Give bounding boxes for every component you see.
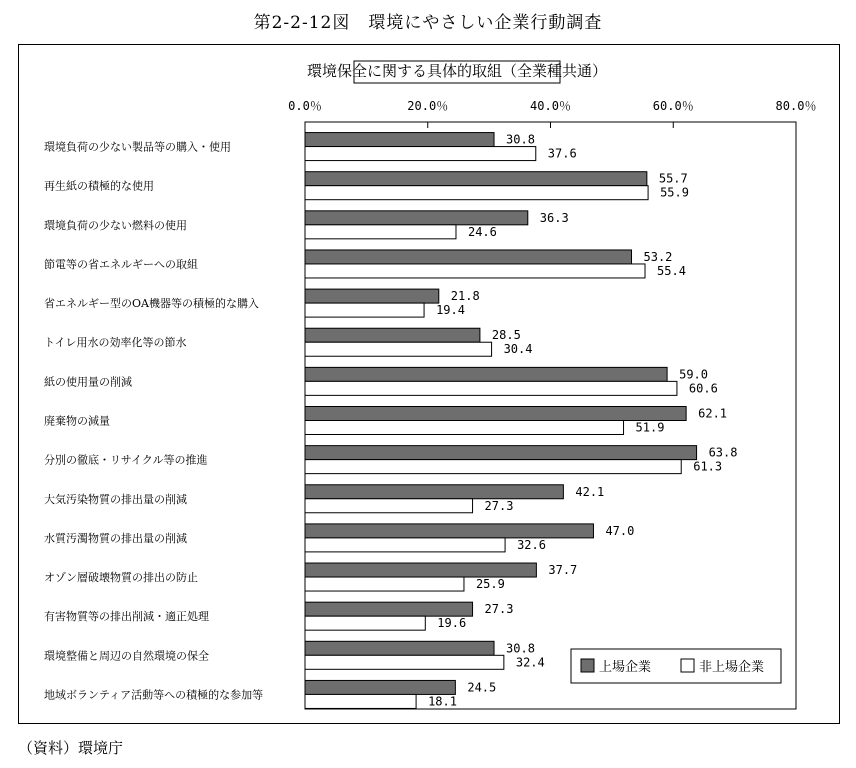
bar-listed bbox=[305, 172, 647, 186]
bar-unlisted bbox=[305, 264, 645, 278]
x-tick-label: 20.0％ bbox=[407, 99, 449, 113]
data-label: 59.0 bbox=[679, 367, 709, 382]
data-label: 18.1 bbox=[428, 694, 457, 709]
source-note: （資料）環境庁 bbox=[18, 739, 124, 757]
data-label: 42.1 bbox=[575, 484, 605, 499]
bar-unlisted bbox=[305, 225, 456, 239]
data-label: 62.1 bbox=[698, 406, 728, 421]
data-label: 37.6 bbox=[547, 146, 577, 161]
category-label: 水質汚濁物質の排出量の削減 bbox=[44, 531, 187, 545]
figure-title: 第2-2-12図 環境にやさしい企業行動調査 bbox=[253, 13, 603, 33]
bar-unlisted bbox=[305, 538, 505, 552]
category-label: 環境負荷の少ない燃料の使用 bbox=[44, 218, 187, 232]
x-tick-label: 60.0％ bbox=[652, 99, 694, 113]
bar-listed bbox=[305, 328, 480, 342]
bar-listed bbox=[305, 485, 563, 499]
bar-listed bbox=[305, 641, 494, 655]
data-label: 30.4 bbox=[503, 342, 533, 357]
category-label: 節電等の省エネルギーへの取組 bbox=[44, 257, 198, 271]
data-label: 27.3 bbox=[484, 498, 514, 513]
data-label: 32.4 bbox=[515, 655, 545, 670]
bar-listed bbox=[305, 563, 536, 577]
data-label: 51.9 bbox=[635, 420, 665, 435]
data-label: 53.2 bbox=[643, 249, 673, 264]
category-label: 省エネルギー型のOA機器等の積極的な購入 bbox=[44, 297, 259, 311]
bar-listed bbox=[305, 289, 439, 303]
data-label: 24.6 bbox=[467, 224, 497, 239]
bar-unlisted bbox=[305, 303, 424, 317]
data-label: 55.7 bbox=[658, 171, 688, 186]
category-label: 廃棄物の減量 bbox=[44, 414, 110, 428]
data-label: 32.6 bbox=[517, 537, 546, 552]
category-label: 環境整備と周辺の自然環境の保全 bbox=[44, 649, 209, 663]
legend-swatch bbox=[681, 659, 694, 672]
bar-unlisted bbox=[305, 381, 677, 395]
bar-unlisted bbox=[305, 421, 624, 435]
category-label: 再生紙の積極的な使用 bbox=[44, 179, 154, 193]
data-label: 21.8 bbox=[450, 289, 480, 304]
data-label: 30.8 bbox=[506, 641, 535, 656]
bar-unlisted bbox=[305, 499, 473, 513]
data-label: 19.4 bbox=[436, 303, 465, 318]
bar-unlisted bbox=[305, 460, 681, 474]
legend-swatch bbox=[581, 659, 594, 672]
category-label: 環境負荷の少ない製品等の購入・使用 bbox=[44, 140, 231, 154]
bar-listed bbox=[305, 602, 473, 616]
category-label: 紙の使用量の削減 bbox=[44, 375, 132, 389]
bar-listed bbox=[305, 680, 455, 694]
x-tick-label: 40.0％ bbox=[530, 99, 571, 113]
bar-listed bbox=[305, 446, 697, 460]
chart-frame bbox=[18, 44, 840, 724]
data-label: 47.0 bbox=[605, 523, 635, 538]
bar-listed bbox=[305, 250, 632, 264]
data-label: 55.9 bbox=[660, 185, 689, 200]
bar-listed bbox=[305, 211, 528, 225]
bar-unlisted bbox=[305, 186, 648, 200]
legend-label: 非上場企業 bbox=[699, 660, 765, 675]
bar-listed bbox=[305, 407, 686, 421]
chart-title: 環境保全に関する具体的取組（全業種共通） bbox=[306, 62, 608, 80]
bar-listed bbox=[305, 133, 494, 147]
category-label: オゾン層破壊物質の排出の防止 bbox=[44, 571, 198, 585]
x-tick-label: 0.0％ bbox=[288, 99, 322, 113]
data-label: 24.5 bbox=[467, 680, 497, 695]
legend-label: 上場企業 bbox=[599, 660, 652, 675]
x-tick-label: 80.0％ bbox=[775, 99, 817, 113]
bar-unlisted bbox=[305, 694, 416, 708]
category-label: 分別の徹底・リサイクル等の推進 bbox=[44, 453, 208, 467]
bar-unlisted bbox=[305, 147, 536, 161]
category-label: 大気汚染物質の排出量の削減 bbox=[44, 492, 187, 506]
category-label: 有害物質等の排出削減・適正処理 bbox=[44, 610, 209, 624]
data-label: 36.3 bbox=[539, 210, 569, 225]
data-label: 37.7 bbox=[548, 563, 578, 578]
category-label: 地域ボランティア活動等への積極的な参加等 bbox=[44, 688, 264, 702]
bar-unlisted bbox=[305, 655, 504, 669]
data-label: 25.9 bbox=[475, 577, 505, 592]
bar-listed bbox=[305, 367, 667, 381]
data-label: 27.3 bbox=[484, 602, 514, 617]
bar-unlisted bbox=[305, 577, 464, 591]
data-label: 55.4 bbox=[657, 263, 686, 278]
bar-chart bbox=[19, 45, 839, 723]
data-label: 30.8 bbox=[506, 132, 535, 147]
data-label: 61.3 bbox=[693, 459, 723, 474]
bar-listed bbox=[305, 524, 593, 538]
data-label: 28.5 bbox=[491, 328, 521, 343]
category-label: トイレ用水の効率化等の節水 bbox=[44, 336, 187, 350]
data-label: 60.6 bbox=[688, 381, 718, 396]
data-label: 19.6 bbox=[437, 616, 467, 631]
bar-unlisted bbox=[305, 342, 492, 356]
data-label: 63.8 bbox=[708, 445, 738, 460]
bar-unlisted bbox=[305, 616, 425, 630]
